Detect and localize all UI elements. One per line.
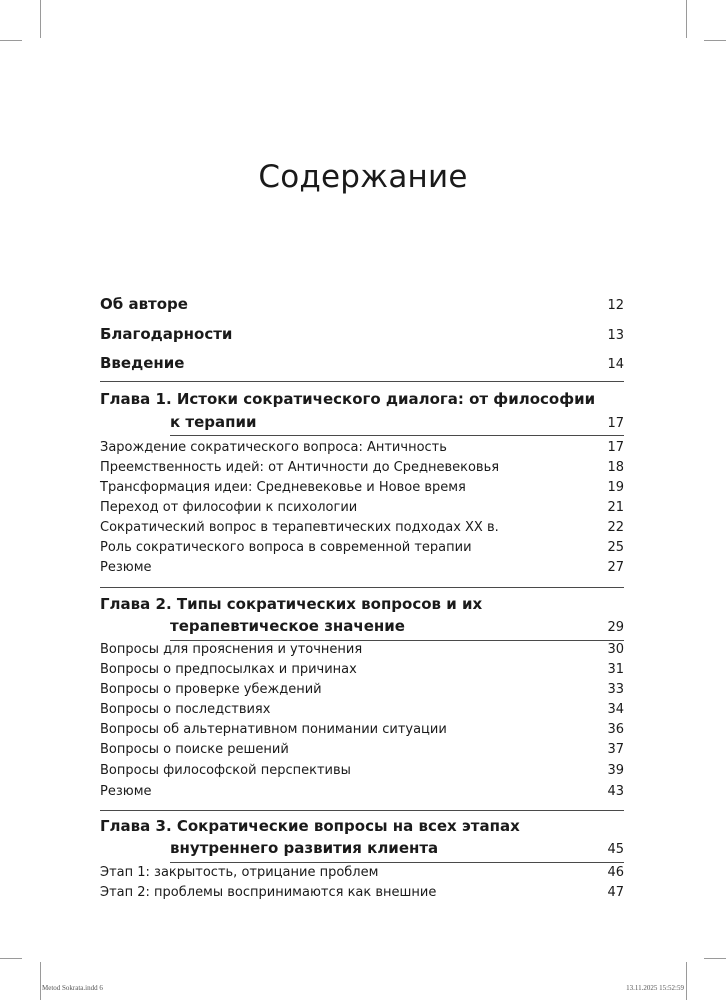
toc-item[interactable] bbox=[100, 763, 624, 778]
toc-item[interactable] bbox=[100, 520, 624, 535]
chapter-page: 17 bbox=[607, 416, 624, 431]
toc-item-label: Резюме bbox=[100, 560, 152, 575]
print-slug-file: Metod Sokrata.indd 6 bbox=[42, 984, 103, 992]
toc-entry-label: Благодарности bbox=[100, 325, 233, 343]
toc-item-page: 21 bbox=[607, 500, 624, 515]
chapter-heading[interactable] bbox=[100, 839, 624, 857]
toc-item[interactable] bbox=[100, 885, 624, 900]
toc-item-label: Резюме bbox=[100, 784, 152, 799]
chapter-underline bbox=[170, 640, 624, 641]
chapter-page: 45 bbox=[607, 842, 624, 857]
toc-entry-page: 14 bbox=[607, 357, 624, 372]
toc-item-label: Вопросы о предпосылках и причинах bbox=[100, 662, 357, 677]
toc-entry-label: Введение bbox=[100, 354, 185, 372]
toc-item-page: 33 bbox=[607, 682, 624, 697]
chapter-heading-line2: терапевтическое значение bbox=[170, 617, 405, 635]
chapter-heading-line1[interactable]: Глава 1. Истоки сократического диалога: от философии bbox=[100, 390, 596, 408]
toc-item-page: 36 bbox=[607, 722, 624, 737]
toc-item-label: Вопросы о поиске решений bbox=[100, 742, 289, 757]
toc-item-label: Преемственность идей: от Античности до Средневековья bbox=[100, 460, 500, 475]
crop-mark bbox=[704, 958, 726, 959]
section-divider bbox=[100, 810, 624, 811]
toc-item[interactable] bbox=[100, 480, 624, 495]
page-title: Содержание bbox=[258, 158, 468, 195]
toc-entry-page: 13 bbox=[607, 328, 624, 343]
toc-entry[interactable] bbox=[100, 325, 624, 343]
toc-item-page: 18 bbox=[607, 460, 624, 475]
toc-item-page: 47 bbox=[607, 885, 624, 900]
chapter-heading-line1[interactable]: Глава 3. Сократические вопросы на всех этапах bbox=[100, 817, 520, 835]
toc-item[interactable] bbox=[100, 460, 624, 475]
toc-entry[interactable] bbox=[100, 354, 624, 372]
toc-item[interactable] bbox=[100, 742, 624, 757]
toc-item-page: 25 bbox=[607, 540, 624, 555]
chapter-underline bbox=[170, 435, 624, 436]
crop-mark bbox=[0, 40, 22, 41]
toc-item-label: Трансформация идеи: Средневековье и Новое время bbox=[100, 480, 466, 495]
toc-item-label: Зарождение сократического вопроса: Античность bbox=[100, 440, 447, 455]
toc-item-label: Сократический вопрос в терапевтических подходах XX в. bbox=[100, 520, 499, 535]
crop-mark bbox=[40, 962, 41, 1000]
toc-item[interactable] bbox=[100, 642, 624, 657]
section-divider bbox=[100, 381, 624, 382]
toc-item-label: Этап 2: проблемы воспринимаются как внешние bbox=[100, 885, 437, 900]
toc-item-page: 43 bbox=[607, 784, 624, 799]
toc-item[interactable] bbox=[100, 540, 624, 555]
chapter-heading[interactable] bbox=[100, 617, 624, 635]
crop-mark bbox=[704, 40, 726, 41]
toc-item[interactable] bbox=[100, 784, 624, 799]
toc-item[interactable] bbox=[100, 500, 624, 515]
toc-item-page: 27 bbox=[607, 560, 624, 575]
crop-mark bbox=[0, 958, 22, 959]
toc-item-label: Вопросы философской перспективы bbox=[100, 763, 351, 778]
toc-item-page: 17 bbox=[607, 440, 624, 455]
print-slug-datetime: 13.11.2025 15:52:59 bbox=[626, 984, 684, 992]
toc-item[interactable] bbox=[100, 702, 624, 717]
toc-item-page: 19 bbox=[607, 480, 624, 495]
toc-item-label: Переход от философии к психологии bbox=[100, 500, 358, 515]
toc-item-label: Вопросы для прояснения и уточнения bbox=[100, 642, 363, 657]
toc-entry-label: Об авторе bbox=[100, 295, 188, 313]
toc-item-label: Роль сократического вопроса в современной терапии bbox=[100, 540, 472, 555]
toc-item-page: 30 bbox=[607, 642, 624, 657]
toc-item[interactable] bbox=[100, 440, 624, 455]
toc-item-page: 34 bbox=[607, 702, 624, 717]
toc-item-page: 39 bbox=[607, 763, 624, 778]
toc-item[interactable] bbox=[100, 865, 624, 880]
chapter-underline bbox=[170, 862, 624, 863]
toc-item-page: 46 bbox=[607, 865, 624, 880]
toc-item-page: 22 bbox=[607, 520, 624, 535]
toc-item-label: Вопросы о проверке убеждений bbox=[100, 682, 322, 697]
toc-item-label: Этап 1: закрытость, отрицание проблем bbox=[100, 865, 379, 880]
crop-mark bbox=[40, 0, 41, 38]
toc-item[interactable] bbox=[100, 682, 624, 697]
toc-item[interactable] bbox=[100, 560, 624, 575]
chapter-heading-line2: к терапии bbox=[170, 413, 257, 431]
section-divider bbox=[100, 587, 624, 588]
toc-item[interactable] bbox=[100, 722, 624, 737]
crop-mark bbox=[686, 962, 687, 1000]
toc-entry[interactable] bbox=[100, 295, 624, 313]
toc-item-page: 31 bbox=[607, 662, 624, 677]
chapter-heading-line1[interactable]: Глава 2. Типы сократических вопросов и их bbox=[100, 595, 483, 613]
toc-item[interactable] bbox=[100, 662, 624, 677]
crop-mark bbox=[686, 0, 687, 38]
chapter-heading[interactable] bbox=[100, 413, 624, 431]
chapter-heading-line2: внутреннего развития клиента bbox=[170, 839, 439, 857]
toc-item-label: Вопросы об альтернативном понимании ситуации bbox=[100, 722, 447, 737]
toc-entry-page: 12 bbox=[607, 298, 624, 313]
chapter-page: 29 bbox=[607, 620, 624, 635]
toc-item-label: Вопросы о последствиях bbox=[100, 702, 271, 717]
toc-item-page: 37 bbox=[607, 742, 624, 757]
